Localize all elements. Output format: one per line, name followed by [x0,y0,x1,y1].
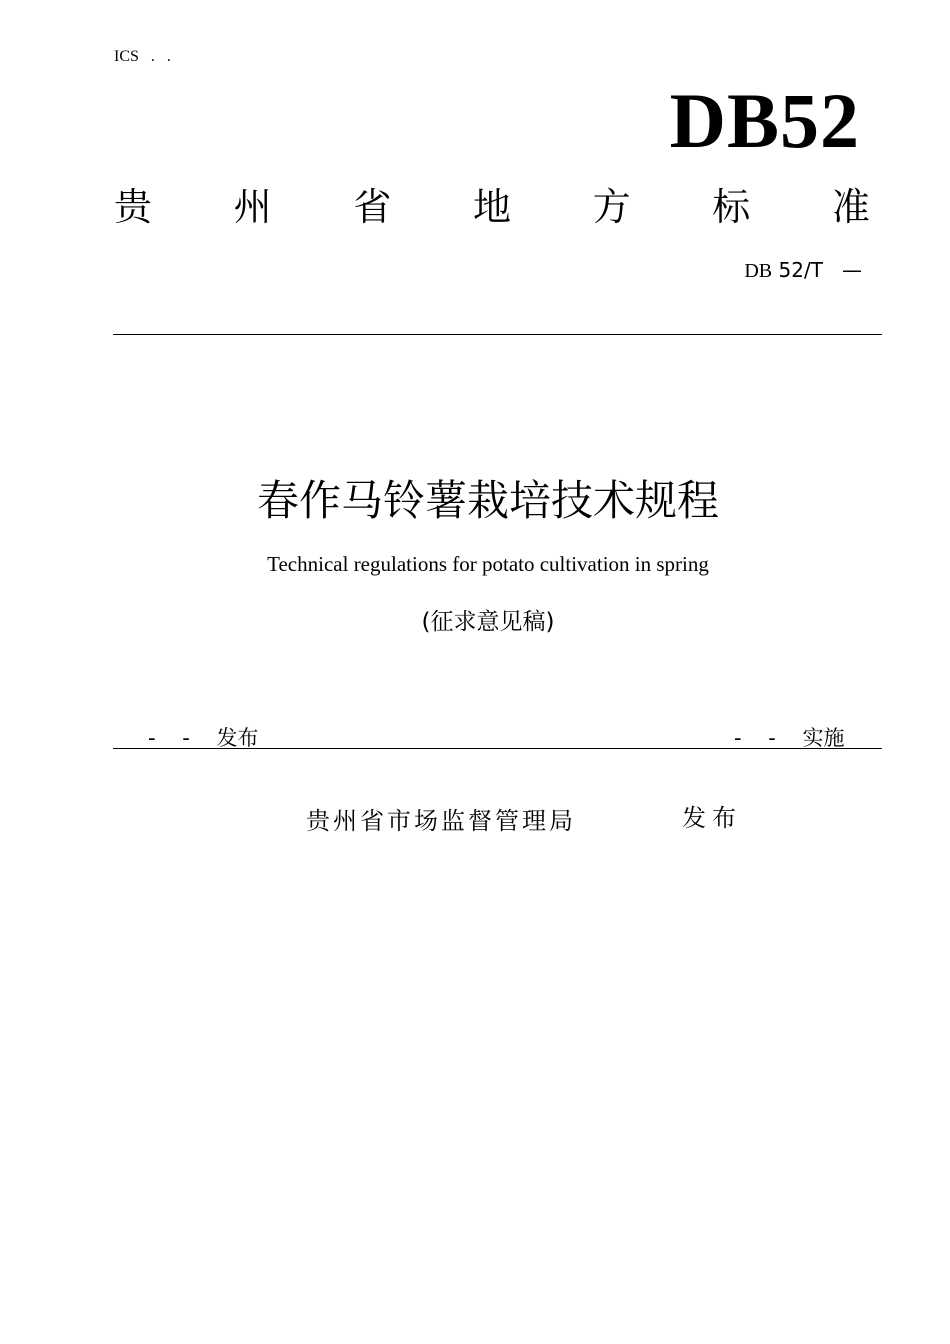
standard-type-char: 标 [712,185,751,229]
standard-type-char: 省 [353,185,392,229]
issuing-authority: 贵州省市场监督管理局 [306,807,576,835]
document-title-english: Technical regulations for potato cultivation in spring [267,552,709,576]
standard-type-char: 贵 [114,185,153,229]
standard-type-char: 方 [592,185,631,229]
publish-date: - - 发布 [148,726,259,750]
ics-code: ICS . . [114,48,171,65]
bottom-divider [113,748,882,749]
standard-number [744,258,862,283]
implement-date: - - 实施 [734,726,845,750]
standard-type-char: 州 [233,185,272,229]
standard-type-char: 地 [472,185,511,229]
document-title-chinese: 春作马铃薯栽培技术规程 [256,476,719,525]
standard-number-main: 52/T — [772,258,862,282]
top-divider [113,334,882,335]
standard-type-heading [114,185,870,229]
draft-status-note: (征求意见稿) [421,609,555,635]
standard-type-char: 准 [831,185,870,229]
issue-label: 发布 [682,804,742,832]
db-code-mark: DB52 [669,77,860,164]
standard-number-prefix: DB [744,260,773,282]
